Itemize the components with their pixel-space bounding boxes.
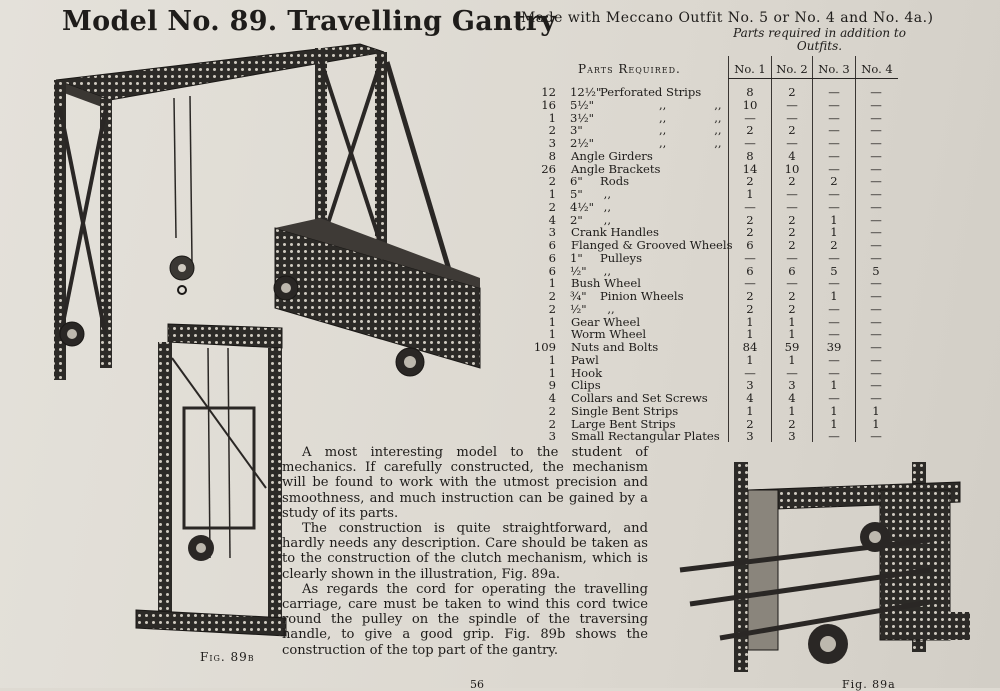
part-size: 2½" <box>570 136 594 150</box>
part-quantity: 1 <box>548 187 556 201</box>
table-cell: — <box>744 136 756 150</box>
part-quantity: 2 <box>548 174 556 189</box>
column-header: No. 1 <box>734 62 766 76</box>
part-name: Pawl <box>571 352 599 367</box>
table-cell: 3 <box>788 378 796 393</box>
table-cell: 4 <box>788 391 796 405</box>
part-quantity: 12 <box>541 85 556 99</box>
part-size: 1" <box>570 250 583 265</box>
part-quantity: 4 <box>548 212 556 227</box>
fig-89b-illustration <box>136 318 296 643</box>
table-cell: — <box>828 123 840 138</box>
table-cell: 6 <box>746 238 754 252</box>
table-cell: 8 <box>746 85 754 99</box>
table-cell: 1 <box>830 212 838 227</box>
table-cell: 5 <box>872 263 880 278</box>
table-cell: 5 <box>830 263 838 278</box>
table-cell: — <box>828 301 840 316</box>
parts-required-note: Parts required in addition to Outfits. <box>733 26 906 53</box>
table-cell: — <box>870 391 882 405</box>
table-cell: — <box>870 212 882 227</box>
table-cell: — <box>870 429 882 444</box>
table-cell: — <box>828 365 840 380</box>
table-cell: — <box>870 340 882 354</box>
part-quantity: 6 <box>548 250 556 265</box>
table-cell: — <box>744 110 756 125</box>
table-cell: — <box>828 161 840 176</box>
table-cell: 1 <box>788 314 796 329</box>
part-quantity: 26 <box>541 161 556 176</box>
table-cell: 1 <box>872 403 880 418</box>
table-cell: 2 <box>788 289 796 303</box>
table-cell: 6 <box>746 263 754 278</box>
table-cell: — <box>870 148 882 163</box>
paragraph-cord: As regards the cord for operating the travelling carriage, care must be taken to wind this cord twice round the pulley on the spindle of the traversing handle, to give a good grip. Fig. 89b shows the construction of the top part of the gantry. <box>282 581 648 658</box>
table-cell: — <box>828 276 840 291</box>
table-cell: — <box>870 136 882 150</box>
table-header-rule <box>728 78 898 79</box>
table-cell: — <box>828 250 840 265</box>
part-quantity: 16 <box>541 97 556 112</box>
table-cell: 59 <box>784 340 800 354</box>
part-size: ½" <box>570 301 587 316</box>
table-cell: 2 <box>746 225 754 240</box>
table-cell: — <box>828 97 840 112</box>
table-cell: 2 <box>788 174 796 189</box>
table-cell: 2 <box>788 123 796 138</box>
part-quantity: 1 <box>548 314 556 329</box>
part-name: Nuts and Bolts <box>571 340 659 354</box>
table-cell: — <box>828 199 840 214</box>
table-cell: — <box>828 327 840 342</box>
column-header: No. 4 <box>861 62 893 76</box>
part-name: Collars and Set Screws <box>571 391 708 405</box>
table-cell: 2 <box>788 238 796 252</box>
part-name: Clips <box>571 378 601 393</box>
outfit-subtitle: (Made with Meccano Outfit No. 5 or No. 4 and No. 4a.) <box>515 10 934 26</box>
table-cell: 3 <box>746 378 754 393</box>
part-name: Gear Wheel <box>571 314 641 329</box>
table-cell: — <box>870 289 882 303</box>
paragraph-construction: The construction is quite straightforward, and hardly needs any description. Care should be taken as to the construction of the clutch mechanism, which is clearly shown in the illustration, Fig. 89a. <box>282 521 648 582</box>
part-name: ,, ,, <box>600 110 722 125</box>
part-quantity: 1 <box>548 327 556 342</box>
fig-89a-illustration <box>680 462 980 677</box>
table-cell: 1 <box>746 403 754 418</box>
table-cell: 1 <box>830 403 838 418</box>
table-cell: 1 <box>746 314 754 329</box>
table-cell: 3 <box>788 429 796 444</box>
table-cell: — <box>870 97 882 112</box>
table-cell: — <box>828 187 840 201</box>
part-name: Pulleys <box>600 250 643 265</box>
part-name: ,, <box>600 199 612 214</box>
table-cell: — <box>870 187 882 201</box>
table-cell: — <box>870 85 882 99</box>
table-cell: 1 <box>830 289 838 303</box>
table-divider <box>812 56 813 442</box>
table-cell: — <box>786 365 798 380</box>
table-cell: 2 <box>746 174 754 189</box>
table-cell: — <box>828 110 840 125</box>
part-quantity: 109 <box>533 340 556 354</box>
table-cell: 2 <box>788 212 796 227</box>
table-cell: — <box>786 136 798 150</box>
part-name: Bush Wheel <box>571 276 641 291</box>
table-cell: 2 <box>746 212 754 227</box>
table-cell: 1 <box>830 378 838 393</box>
part-name: ,, <box>600 263 612 278</box>
part-quantity: 9 <box>548 378 556 393</box>
fig-89a-caption: Fig. 89a <box>842 678 896 691</box>
table-cell: 2 <box>746 301 754 316</box>
part-name: Crank Handles <box>571 225 659 240</box>
part-name: ,, <box>600 187 612 201</box>
table-cell: — <box>744 276 756 291</box>
part-name: Perforated Strips <box>600 85 702 99</box>
table-cell: 1 <box>746 327 754 342</box>
table-cell: 10 <box>742 97 758 112</box>
part-quantity: 1 <box>548 365 556 380</box>
table-cell: — <box>870 161 882 176</box>
part-quantity: 6 <box>548 263 556 278</box>
part-quantity: 6 <box>548 238 556 252</box>
part-quantity: 4 <box>548 391 556 405</box>
table-cell: 4 <box>788 148 796 163</box>
table-cell: — <box>870 301 882 316</box>
table-cell: — <box>828 352 840 367</box>
part-size: 3" <box>570 123 583 138</box>
part-name: ,, ,, <box>600 123 722 138</box>
parts-table-heading: Parts Required. <box>578 62 681 76</box>
part-name: Flanged & Grooved Wheels <box>571 238 733 252</box>
part-size: 5" <box>570 187 583 201</box>
part-quantity: 2 <box>548 301 556 316</box>
table-cell: — <box>828 429 840 444</box>
table-cell: 1 <box>872 416 880 431</box>
column-header: No. 2 <box>776 62 808 76</box>
description-text <box>282 445 648 658</box>
page-number: 56 <box>470 678 484 691</box>
part-size: 12½" <box>570 85 602 99</box>
table-cell: — <box>870 250 882 265</box>
part-name: Rods <box>600 174 630 189</box>
table-cell: 6 <box>788 263 796 278</box>
table-cell: 2 <box>788 225 796 240</box>
table-cell: 2 <box>746 123 754 138</box>
part-size: ¾" <box>570 289 587 303</box>
part-size: ½" <box>570 263 587 278</box>
part-name: Angle Girders <box>571 148 653 163</box>
table-cell: 2 <box>746 416 754 431</box>
table-cell: — <box>870 276 882 291</box>
part-quantity: 3 <box>548 429 556 444</box>
table-cell: — <box>870 352 882 367</box>
page-title: Model No. 89. Travelling Gantry <box>62 6 557 37</box>
part-name: ,, <box>600 212 612 227</box>
part-name: Worm Wheel <box>571 327 647 342</box>
table-cell: — <box>828 391 840 405</box>
table-cell: 1 <box>830 225 838 240</box>
part-size: 6" <box>570 174 583 189</box>
part-name: Pinion Wheels <box>600 289 684 303</box>
part-name: ,, <box>600 301 615 316</box>
table-cell: 3 <box>746 429 754 444</box>
table-cell: 1 <box>788 352 796 367</box>
table-cell: — <box>870 238 882 252</box>
table-cell: 4 <box>746 391 754 405</box>
part-name: ,, ,, <box>600 97 722 112</box>
paragraph-intro: A most interesting model to the student of mechanics. If carefully constructed, the mechanism will be found to work with the utmost precision and smoothness, and much instruction can be gained by a study of its parts. <box>282 445 648 521</box>
part-quantity: 1 <box>548 110 556 125</box>
part-name: Single Bent Strips <box>571 403 679 418</box>
table-cell: 2 <box>788 85 796 99</box>
table-cell: 10 <box>784 161 800 176</box>
table-cell: — <box>828 148 840 163</box>
table-cell: — <box>744 199 756 214</box>
part-size: 2" <box>570 212 583 227</box>
part-quantity: 2 <box>548 403 556 418</box>
table-cell: — <box>786 110 798 125</box>
table-cell: 2 <box>746 289 754 303</box>
table-cell: — <box>870 199 882 214</box>
part-quantity: 2 <box>548 123 556 138</box>
table-cell: — <box>870 327 882 342</box>
table-cell: 1 <box>788 327 796 342</box>
table-cell: 2 <box>830 174 838 189</box>
table-cell: 1 <box>746 187 754 201</box>
part-size: 3½" <box>570 110 594 125</box>
part-quantity: 1 <box>548 352 556 367</box>
table-cell: — <box>828 136 840 150</box>
part-quantity: 2 <box>548 199 556 214</box>
part-quantity: 1 <box>548 276 556 291</box>
table-cell: 8 <box>746 148 754 163</box>
table-cell: — <box>828 85 840 99</box>
table-cell: 39 <box>826 340 842 354</box>
part-name: Small Rectangular Plates <box>571 429 720 444</box>
table-cell: 1 <box>746 352 754 367</box>
table-cell: — <box>786 97 798 112</box>
part-name: Hook <box>571 365 603 380</box>
table-cell: 84 <box>742 340 758 354</box>
table-cell: 1 <box>788 403 796 418</box>
part-quantity: 2 <box>548 416 556 431</box>
table-cell: — <box>870 314 882 329</box>
part-name: Large Bent Strips <box>571 416 676 431</box>
table-cell: — <box>786 276 798 291</box>
table-cell: — <box>786 187 798 201</box>
table-cell: 1 <box>830 416 838 431</box>
table-cell: — <box>870 110 882 125</box>
part-name: ,, ,, <box>600 136 722 150</box>
table-cell: 14 <box>742 161 758 176</box>
part-quantity: 2 <box>548 289 556 303</box>
table-cell: 2 <box>788 416 796 431</box>
table-cell: 2 <box>830 238 838 252</box>
column-header: No. 3 <box>818 62 850 76</box>
fig-89b-caption: Fig. 89b <box>200 650 255 664</box>
part-size: 4½" <box>570 199 594 214</box>
table-cell: — <box>786 250 798 265</box>
table-cell: — <box>870 378 882 393</box>
table-cell: — <box>744 250 756 265</box>
table-cell: — <box>870 123 882 138</box>
part-quantity: 3 <box>548 136 556 150</box>
part-quantity: 8 <box>548 148 556 163</box>
part-quantity: 3 <box>548 225 556 240</box>
table-cell: 2 <box>788 301 796 316</box>
part-name: Angle Brackets <box>571 161 661 176</box>
part-size: 5½" <box>570 97 594 112</box>
table-cell: — <box>744 365 756 380</box>
table-cell: — <box>828 314 840 329</box>
table-cell: — <box>870 365 882 380</box>
table-cell: — <box>870 225 882 240</box>
table-cell: — <box>786 199 798 214</box>
table-cell: — <box>870 174 882 189</box>
